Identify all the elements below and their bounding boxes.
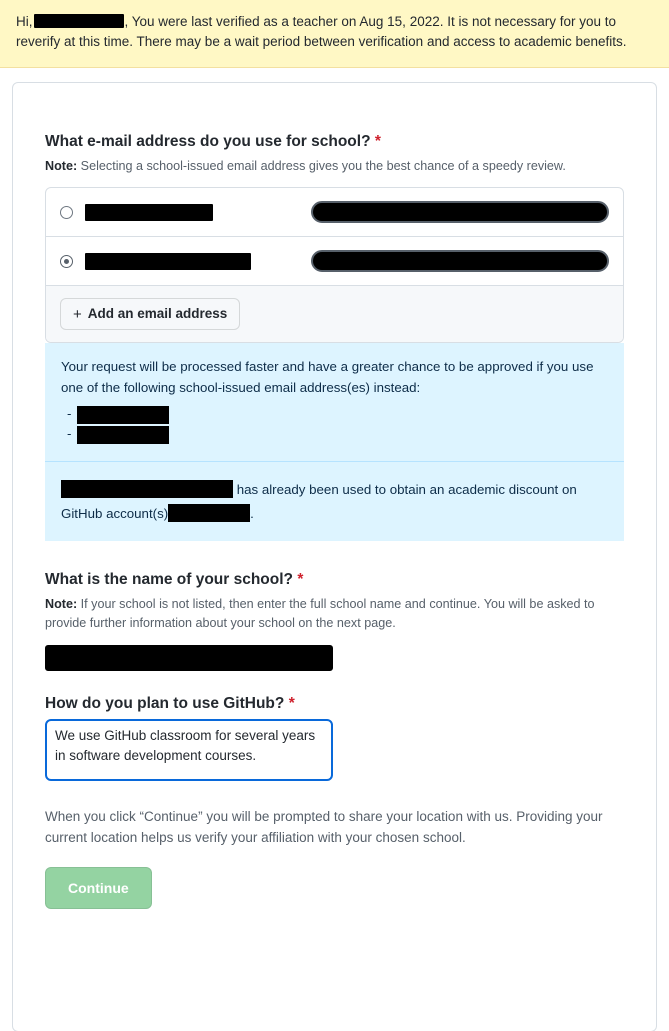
- list-dash: -: [67, 406, 72, 422]
- location-footnote: When you click “Continue” you will be prompted to share your location with us. Providing your current location helps us verify your affiliation with your chosen school.: [45, 808, 603, 846]
- school-note-text: If your school is not listed, then enter the full school name and continue. You will be asked to provide further information about your school on the next page.: [45, 596, 595, 630]
- redacted-email-1: [85, 204, 213, 221]
- redacted-account-name: [168, 504, 250, 522]
- list-item: [67, 405, 608, 425]
- email-radio-unselected[interactable]: [60, 206, 73, 219]
- school-required-marker: *: [297, 570, 304, 588]
- duplicate-text: has already been used to obtain an academic discount on GitHub account(s): [61, 481, 577, 522]
- add-email-label: Add an email address: [87, 306, 228, 322]
- redacted-email-status-2: [311, 250, 609, 272]
- redacted-email-status-1: [311, 201, 609, 223]
- email-options-list: [45, 187, 624, 343]
- banner-greeting: Hi,: [16, 14, 33, 29]
- school-question-note: [45, 595, 624, 633]
- email-option-row[interactable]: [46, 188, 623, 237]
- school-question-text: What is the name of your school?: [45, 570, 294, 588]
- email-question-text: What e-mail address do you use for school?: [45, 132, 371, 150]
- school-name-input[interactable]: [45, 645, 333, 671]
- suggested-email-list: [61, 405, 608, 445]
- redacted-email-2: [85, 253, 251, 270]
- email-radio-selected[interactable]: [60, 255, 73, 268]
- list-dash: -: [67, 426, 72, 442]
- duplicate-text-end: .: [250, 506, 254, 522]
- plus-icon: +: [73, 305, 82, 323]
- school-email-suggestion-panel: [45, 343, 624, 461]
- banner-text: , You were last verified as a teacher on Aug 15, 2022. It is not necessary for you to reverify at this time. There may be a wait period between verification and access to academic benefits.: [16, 14, 627, 50]
- email-note-text: Selecting a school-issued email address gives you the best chance of a speedy review.: [77, 158, 566, 173]
- usage-textarea[interactable]: [45, 719, 333, 781]
- usage-question-label: [45, 695, 624, 713]
- add-email-button[interactable]: [60, 298, 240, 330]
- school-question-label: [45, 571, 624, 589]
- verification-status-banner: [0, 0, 669, 68]
- email-note-prefix: Note:: [45, 158, 78, 173]
- continue-button[interactable]: Continue: [45, 867, 152, 909]
- redacted-suggested-email-2: [77, 426, 169, 444]
- add-email-row: [46, 286, 623, 342]
- verification-form-card: [12, 82, 657, 1031]
- email-question-note: [45, 157, 624, 176]
- redacted-used-email: [61, 480, 233, 498]
- usage-required-marker: *: [288, 694, 295, 712]
- email-question-label: [45, 133, 624, 151]
- email-option-row[interactable]: [46, 237, 623, 286]
- suggestion-text: Your request will be processed faster and have a greater chance to be approved if you use one of the following school-issued email address(es) instead:: [61, 359, 594, 395]
- duplicate-discount-panel: [45, 462, 624, 541]
- redacted-suggested-email-1: [77, 406, 169, 424]
- usage-question-text: How do you plan to use GitHub?: [45, 694, 285, 712]
- redacted-name: [34, 14, 124, 28]
- email-required-marker: *: [374, 132, 381, 150]
- list-item: [67, 425, 608, 445]
- school-note-prefix: Note:: [45, 596, 78, 611]
